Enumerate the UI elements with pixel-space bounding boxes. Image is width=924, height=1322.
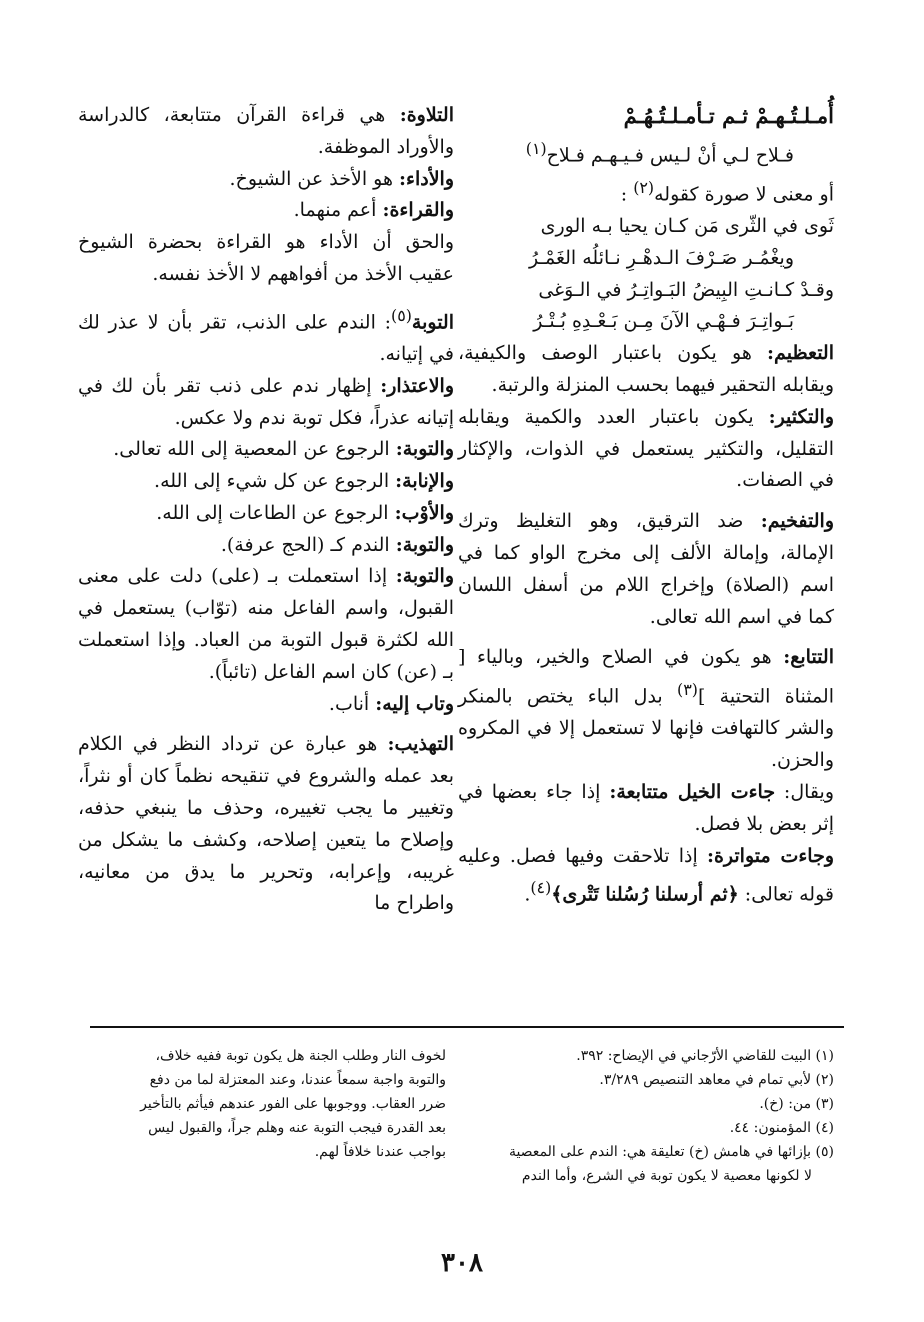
verse-line: فـلاح لـي أنْ لـيس فـيـهـم فـلاح$^{(١)}$ bbox=[525, 138, 794, 167]
footnote-ref[interactable]: (٥) bbox=[391, 305, 412, 325]
footnote: (٢) لأبي تمام في معاهد التنصيص ٣/٢٨٩. bbox=[599, 1072, 834, 1088]
footnote-ref[interactable]: (٣) bbox=[677, 680, 698, 700]
definition-tawba: التوبة$^{(٥)}$: الندم على الذنب، تقر بأن لا عذر لك في إتيانه. bbox=[78, 305, 454, 365]
footnote-continuation: لا لكونها معصية لا يكون توبة في الشرع، وأما الندم bbox=[521, 1168, 812, 1184]
definition-term: والاعتذار: bbox=[380, 374, 454, 397]
verse-line: بَـواتِـرَ فـهْـي الآنَ مِـن بَـعْـدِهِ بُـتْـرُ bbox=[533, 310, 794, 333]
definition-tafkheem: والتفخيم: ضد الترقيق، وهو التغليظ وترك الإمالة، وإمالة الألف إلى مخرج الواو كما في اسم (الصلاة) وإخراج اللام من أسفل اللسان كما في اسم الله تعالى. bbox=[458, 510, 834, 628]
definition-term: التوبة bbox=[411, 311, 454, 334]
definition-taba: وتاب إليه: أناب. bbox=[328, 692, 454, 715]
definition-term: والتوبة: bbox=[395, 438, 454, 461]
definition-tatabu: التتابع: هو يكون في الصلاح والخير، وبالياء [ المثناة التحتية ]$^{(٣)}$ بدل الباء يختص بالمنكر والشر كالتهافت فإنها لا تستعمل إلا في المكروه والحزن. bbox=[458, 646, 834, 772]
definition-term: والتوبة: bbox=[395, 565, 454, 588]
footnote: (٣) من: (خ). bbox=[759, 1096, 834, 1112]
definition-term: التعظيم: bbox=[767, 342, 834, 365]
definition-term: والقراءة: bbox=[382, 199, 454, 222]
definition-tazim: التعظيم: هو يكون باعتبار الوصف والكيفية، ويقابله التحقير فيهما بحسب المنزلة والرتبة. bbox=[458, 342, 834, 397]
footnote-continuation: ضرر العقاب. ووجوبها على الفور عندهم فيأثم بالتأخير bbox=[140, 1096, 446, 1112]
footnote-continuation: لخوف النار وطلب الجنة هل يكون توبة ففيه خلاف، bbox=[155, 1048, 446, 1064]
definition-term: والإنابة: bbox=[395, 470, 454, 493]
footnote-divider bbox=[90, 1026, 844, 1028]
definition-tilawa: التلاوة: هي قراءة القرآن متتابعة، كالدراسة والأوراد الموظفة. bbox=[78, 104, 454, 158]
definition-qiraa: والقراءة: أعم منهما. bbox=[293, 199, 454, 222]
text-line: أو معنى لا صورة كقوله$^{(٢)}$ : bbox=[620, 177, 834, 206]
definition-term: والتكثير: bbox=[768, 405, 834, 428]
paragraph-haqq: والحق أن الأداء هو القراءة بحضرة الشيوخ عقيب الأخذ من أفواههم لا الأخذ نفسه. bbox=[78, 231, 454, 285]
footnote: (١) البيت للقاضي الأرّجاني في الإيضاح: ٣٩٢. bbox=[576, 1048, 834, 1064]
definition-adaa: والأداء: هو الأخذ عن الشيوخ. bbox=[229, 167, 454, 190]
definition-term: والتفخيم: bbox=[760, 510, 834, 533]
page-number: ٣٠٨ bbox=[441, 1248, 483, 1278]
footnotes-left bbox=[86, 1044, 446, 1164]
definition-term: التلاوة: bbox=[399, 104, 454, 126]
definition-term: والأداء: bbox=[399, 167, 454, 190]
definition-term: والأوْب: bbox=[394, 501, 454, 524]
definition-tawba: والتوبة: الرجوع عن المعصية إلى الله تعالى. bbox=[113, 438, 454, 461]
verse-line: ويغْمُـر صَـرْفَ الـدهْـرِ نـائلُه الغَمْـرُ bbox=[528, 246, 794, 269]
left-column bbox=[78, 100, 454, 920]
definition-mutawatira: وجاءت متواترة: إذا تلاحقت وفيها فصل. وعليه قوله تعالى: ﴿ثم أرسلنا رُسُلنا تَتْرى﴾$^{(٤)}$. bbox=[458, 844, 834, 906]
definition-term: والتوبة: bbox=[395, 533, 454, 556]
verse-line: ثَوى في الثّرى مَن كـان يحيا بـه الورى bbox=[540, 215, 834, 238]
definition-awb: والأوْب: الرجوع عن الطاعات إلى الله. bbox=[156, 501, 454, 524]
footnote-ref[interactable]: (٤) bbox=[530, 878, 552, 898]
definition-tahdheeb: التهذيب: هو عبارة عن ترداد النظر في الكلام بعد عمله والشروع في تنقيحه نظماً كان أو نثراً، وتغيير ما يجب تغييره، وحذف ما ينبغي حذفه، وإصلاح ما يتعين إصلاحه، وكشف ما يشكل من غريبه، وإعرابه، وتحرير ما يدق من معانيه، واطراح ما bbox=[78, 733, 454, 915]
definition-itithar: والاعتذار: إظهار ندم على ذنب تقر بأن لك في إتيانه عذراً، فكل توبة ندم ولا عكس. bbox=[78, 374, 454, 429]
definition-term: وتاب إليه: bbox=[375, 692, 454, 715]
footnote-continuation: بواجب عندنا خلافاً لهم. bbox=[314, 1144, 446, 1160]
definition-term: التتابع: bbox=[783, 646, 834, 669]
quran-quote: ﴿ثم أرسلنا رُسُلنا تَتْرى﴾ bbox=[551, 883, 739, 906]
footnotes-right bbox=[454, 1044, 834, 1188]
right-column bbox=[458, 100, 834, 911]
definition-term: التهذيب: bbox=[387, 733, 454, 756]
footnote: (٤) المؤمنون: ٤٤. bbox=[729, 1120, 834, 1136]
footnote-ref[interactable]: (٢) bbox=[633, 177, 655, 197]
footnote-ref[interactable]: (١) bbox=[525, 138, 547, 158]
footnote: (٥) بإزائها في هامش (خ) تعليقة هي: الندم على المعصية bbox=[508, 1144, 834, 1160]
definition-tawba: والتوبة: إذا استعملت بـ (على) دلت على معنى القبول، واسم الفاعل منه (توّاب) يستعمل في الله لكثرة قبول التوبة من العباد. وإذا استعملت بـ (عن) كان اسم الفاعل (تائباً). bbox=[78, 565, 454, 683]
definition-taktheer: والتكثير: يكون باعتبار العدد والكمية ويقابله التقليل، والتكثير يستعمل في الذوات، والإكثار في الصفات. bbox=[458, 405, 834, 492]
definition-term: جاءت الخيل متتابعة: bbox=[609, 780, 776, 803]
definition-tawba: والتوبة: الندم كـ (الحج عرفة). bbox=[220, 533, 454, 556]
footnote-continuation: بعد القدرة فيجب التوبة عنه وهلم جراً، والقبول ليس bbox=[148, 1120, 446, 1136]
definition-inaba: والإنابة: الرجوع عن كل شيء إلى الله. bbox=[154, 470, 454, 493]
footnote-continuation: والتوبة واجبة سمعاً عندنا، وعند المعتزلة لما من دفع bbox=[149, 1072, 446, 1088]
definition-khayl: ويقال: جاءت الخيل متتابعة: إذا جاء بعضها في إثر بعض بلا فصل. bbox=[458, 780, 835, 835]
definition-term: وجاءت متواترة: bbox=[706, 844, 834, 867]
verse-line: أُمـلـتُـهـمْ ثـم تـأمـلـتُـهُـمْ bbox=[623, 103, 834, 128]
verse-line: وقـدْ كـانـتِ البِيضُ البَـواتِـرُ في الـوَغى bbox=[538, 278, 834, 301]
